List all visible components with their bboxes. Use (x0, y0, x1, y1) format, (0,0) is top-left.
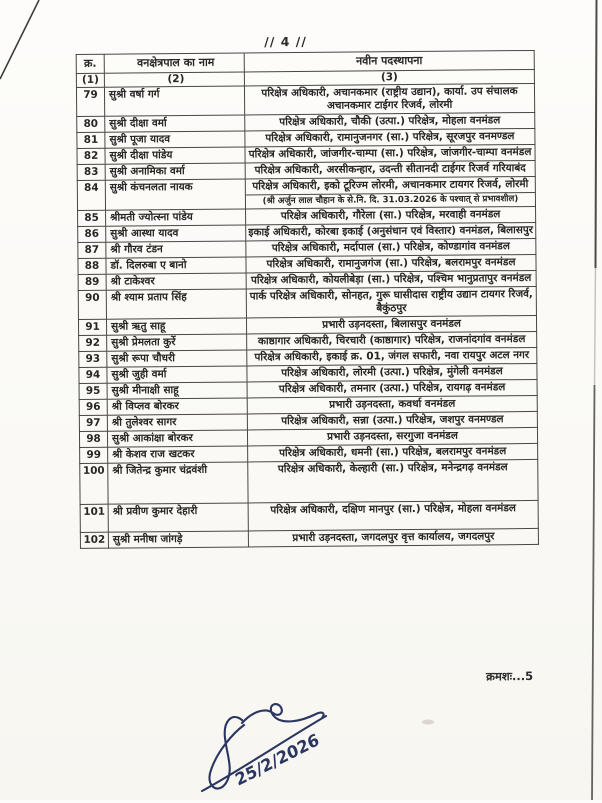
row-serial: 94 (79, 367, 107, 383)
subheader-1: (1) (76, 73, 104, 87)
officer-name: सुश्री पूजा यादव (105, 131, 245, 148)
posting-text: काष्ठागार अधिकारी, चिरचारी (काष्ठागार) परिक्षेत्र, राजनांदगांव वनमंडल (257, 333, 526, 348)
officer-table-body (76, 83, 538, 548)
subheader-3: (3) (244, 69, 534, 86)
posting-cell (248, 528, 538, 547)
posting-text: परिक्षेत्र अधिकारी, इकाई क्र. 01, जंगल सफारी, नवा रायपुर अटल नगर (254, 349, 530, 364)
officer-name: श्री गौरव टंडन (106, 241, 246, 258)
header-name: वनक्षेत्रपाल का नाम (104, 53, 244, 73)
officer-name: श्री तुलेश्वर सागर (107, 414, 247, 431)
row-serial: 95 (79, 383, 107, 399)
officer-name: सुश्री अनामिका वर्मा (105, 163, 245, 180)
officer-name: सुश्री मनीषा जांगड़े (108, 531, 248, 548)
row-serial: 87 (78, 242, 106, 258)
officer-name: सुश्री रूपा चौधरी (107, 350, 247, 367)
posting-text: परिक्षेत्र अधिकारी, केल्हारी (सा.) परिक्षेत्र, मनेन्द्रगढ़ वनमंडल (277, 461, 508, 476)
continuation-marker: क्रमशः...5 (486, 668, 534, 684)
posting-text: प्रभारी उड़नदस्ता, सरगुजा वनमंडल (327, 429, 458, 443)
signature-date: 25/2/2026 (232, 730, 322, 790)
row-serial: 100 (80, 463, 108, 504)
posting-cell (245, 176, 535, 209)
row-serial: 81 (77, 132, 105, 148)
page-number: // 4 // (264, 33, 307, 50)
officer-name: सुश्री जुही वर्मा (107, 366, 247, 383)
posting-text: प्रभारी उड़नदस्ता, बिलासपुर वनमंडल (322, 317, 461, 331)
subheader-2: (2) (104, 72, 244, 87)
officer-name: सुश्री आस्था यादव (106, 225, 246, 242)
row-serial: 82 (77, 148, 105, 164)
table-row (77, 176, 535, 210)
row-serial: 83 (77, 164, 105, 180)
officer-name: श्री विप्लव बोरकर (107, 398, 247, 415)
posting-cell (244, 83, 534, 115)
officer-name: सुश्री प्रेमलता कुर्रे (107, 334, 247, 351)
officer-name: श्री श्याम प्रताप सिंह (106, 289, 246, 319)
posting-text: प्रभारी उड़नदस्ता, कवर्धा वनमंडल (329, 397, 456, 411)
table-row (76, 83, 534, 116)
header-serial: क्र. (76, 54, 104, 73)
posting-text: परिक्षेत्र अधिकारी, तमनार (उत्पा.) परिक्षेत्र, रायगढ़ वनमंडल (278, 381, 506, 396)
table-row (80, 500, 538, 532)
officer-name: श्री प्रवीण कुमार देहारी (108, 503, 248, 532)
row-serial: 99 (80, 447, 108, 463)
posting-cell (248, 500, 538, 531)
officer-name: श्री केशव राज खटकर (108, 446, 248, 463)
row-serial: 86 (78, 226, 106, 242)
officer-name: श्रीमती ज्योत्स्ना पांडेय (106, 209, 246, 226)
signature (192, 688, 367, 800)
row-serial: 96 (79, 399, 107, 415)
posting-cell (246, 286, 536, 318)
table-row (80, 459, 538, 504)
posting-text: परिक्षेत्र अधिकारी, कोयलीबेड़ा (सा.) परिक्षेत्र, पश्चिम भानुप्रतापुर वनमंडल (250, 271, 532, 287)
table-row (78, 286, 536, 319)
officer-name: श्री जितेन्द्र कुमार चंद्रवंशी (108, 462, 248, 504)
posting-text: परिक्षेत्र अधिकारी, रामानुजनगर (सा.) परिक्षेत्र, सूरजपुर वनमण्डल (265, 130, 515, 145)
posting-note: (श्री अर्जुन लाल चौहान के से.नि. दि. 31.03.2026 के पश्चात् से प्रभावशील) (246, 192, 535, 208)
officer-name: सुश्री आकांक्षा बोरकर (107, 430, 247, 447)
posting-text: परिक्षेत्र अधिकारी, सन्ना (उत्पा.) परिक्षेत्र, जशपुर वनमण्डल (281, 413, 504, 428)
row-serial: 90 (78, 290, 106, 319)
row-serial: 89 (78, 274, 106, 290)
row-serial: 88 (78, 258, 106, 274)
posting-text: परिक्षेत्र अधिकारी, लोरमी (उत्पा.) परिक्षेत्र, मुंगेली वनमंडल (281, 365, 503, 380)
officer-name: सुश्री दीक्षा वर्मा (105, 115, 245, 132)
row-serial: 97 (79, 415, 107, 431)
table-row (80, 528, 538, 548)
officer-name: सुश्री कंचनलता नायक (105, 179, 245, 210)
header-posting: नवीन पदस्थापना (244, 50, 534, 72)
officer-name: सुश्री मीनाक्षी साहू (107, 382, 247, 399)
posting-text: परिक्षेत्र अधिकारी, मर्दापाल (सा.) परिक्षेत्र, कोण्डागांव वनमंडल (271, 240, 510, 255)
posting-text: परिक्षेत्र अधिकारी, गौरेला (सा.) परिक्षेत्र, मरवाही वनमंडल (280, 208, 501, 223)
officer-name: श्री टाकेश्वर (106, 273, 246, 290)
row-serial: 91 (78, 319, 106, 335)
posting-text: परिक्षेत्र अधिकारी, दक्षिण मानपुर (सा.) परिक्षेत्र, मोहला वनमंडल (270, 502, 516, 517)
row-serial: 79 (76, 87, 104, 116)
row-serial: 85 (78, 210, 106, 226)
posting-table (76, 50, 539, 549)
posting-text: परिक्षेत्र अधिकारी, अचानकमार (राष्ट्रीय उद्यान), कार्या. उप संचालक अचानकमार टाईगर रिजर्व, लोरमी (261, 85, 518, 112)
officer-name: सुश्री ऋतु साहू (106, 318, 246, 335)
row-serial: 84 (77, 180, 105, 210)
row-serial: 92 (79, 335, 107, 351)
posting-cell (248, 459, 538, 503)
posting-text: इकाई अधिकारी, कोरबा इकाई (अनुसंधान एवं विस्तार) वनमंडल, बिलासपुर (248, 223, 534, 239)
row-serial: 102 (80, 532, 108, 548)
row-serial: 93 (79, 351, 107, 367)
posting-text: परिक्षेत्र अधिकारी, अरसीकन्हार, उदन्ती सीतानदी टाईगर रिजर्व गरियाबंद (254, 162, 526, 177)
posting-text: परिक्षेत्र अधिकारी, रामानुजगंज (सा.) परिक्षेत्र, बलरामपुर वनमंडल (266, 256, 516, 271)
row-serial: 101 (80, 504, 108, 532)
row-serial: 98 (79, 431, 107, 447)
posting-text: परिक्षेत्र अधिकारी, जांजगीर-चाम्पा (सा.) परिक्षेत्र, जांजगीर-चाम्पा वनमंडल (248, 145, 532, 161)
posting-text: प्रभारी उड़नदस्ता, जगदलपुर वृत्त कार्यालय, जगदलपुर (292, 530, 495, 545)
officer-name: सुश्री वर्षा गर्ग (104, 86, 244, 116)
posting-text: परिक्षेत्र अधिकारी, चौकी (उत्पा.) परिक्षेत्र, मोहला वनमंडल (279, 114, 501, 129)
signature-flourish-stroke (242, 704, 324, 723)
officer-name: सुश्री दीक्षा पांडेय (105, 147, 245, 164)
posting-text: परिक्षेत्र अधिकारी, इको टूरिज्म लोरमी, अचानकमार टायगर रिजर्व, लोरमी (252, 178, 529, 193)
officer-name: डॉ. दिलरुबा ए बानो (106, 257, 246, 274)
posting-text: परिक्षेत्र अधिकारी, धमनी (सा.) परिक्षेत्र, बलरामपुर वनमंडल (279, 445, 507, 460)
row-serial: 80 (77, 116, 105, 132)
posting-text: पार्क परिक्षेत्र अधिकारी, सोनहत, गुरू घासीदास राष्ट्रीय उद्यान टायगर रिजर्व, बैकुंठपुर (249, 287, 533, 315)
